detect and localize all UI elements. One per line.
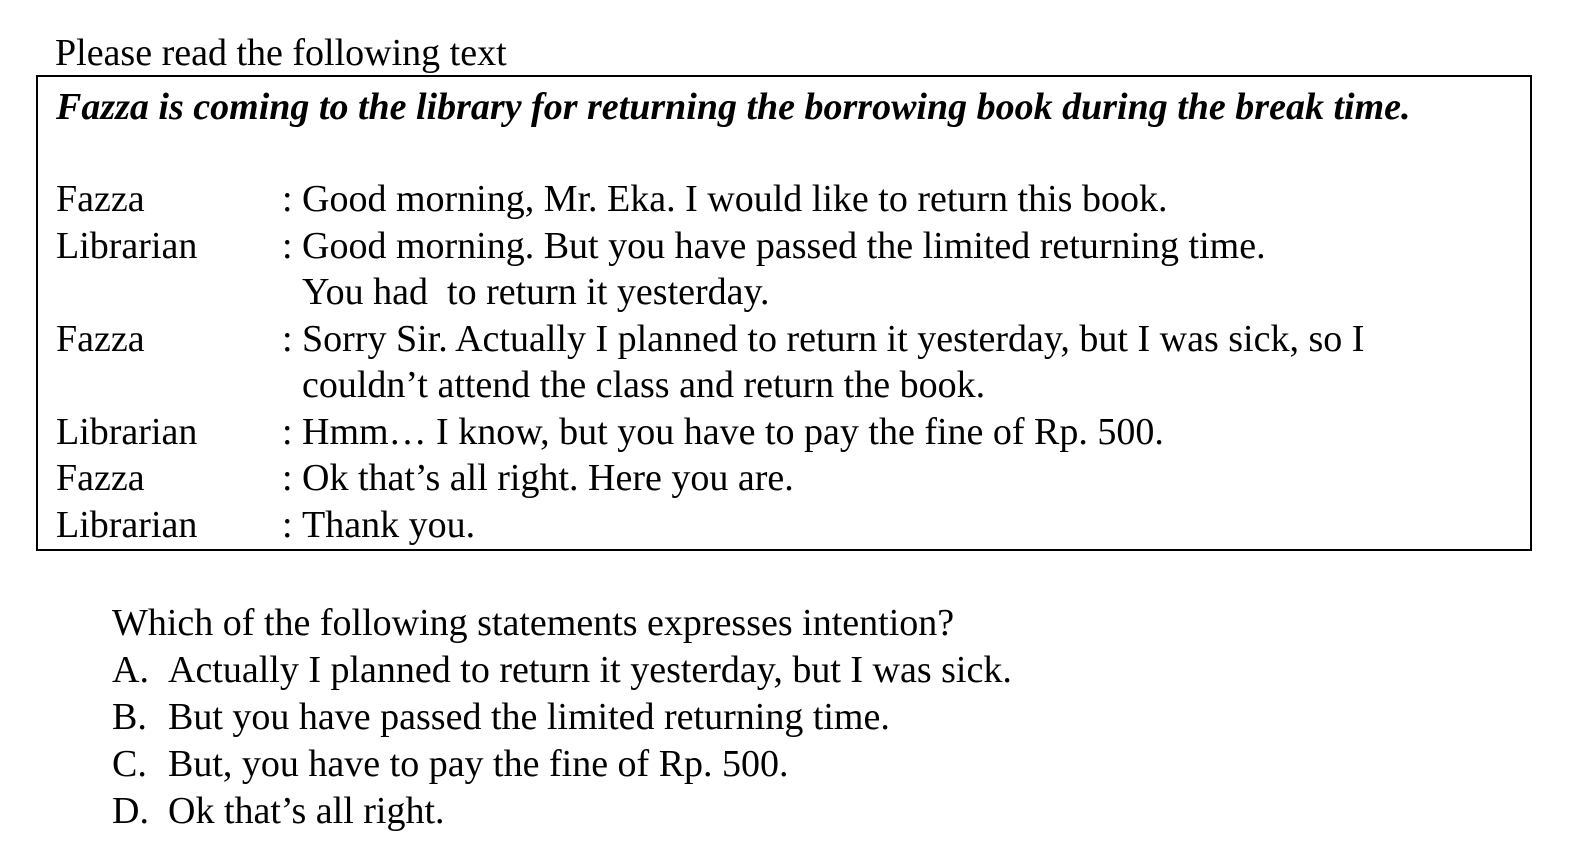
dialogue-turn	[56, 316, 1516, 409]
question-text: Which of the following statements expresses intention?	[112, 602, 955, 644]
speaker-separator: :	[282, 317, 293, 360]
dialogue-turn	[56, 176, 1516, 223]
option-text: Ok that’s all right.	[168, 790, 445, 832]
utterance	[302, 223, 1516, 316]
speaker-name: Fazza	[56, 457, 145, 499]
speaker-name: Fazza	[56, 178, 145, 220]
option-text: But you have passed the limited returning time.	[168, 696, 890, 738]
option-letter: C.	[112, 743, 147, 785]
dialogue	[56, 176, 1516, 548]
option-text: Actually I planned to return it yesterday, but I was sick.	[168, 649, 1012, 691]
question-block	[112, 600, 1012, 835]
speaker-separator: :	[282, 178, 293, 220]
answer-option-b[interactable]	[112, 694, 1012, 741]
option-text: But, you have to pay the fine of Rp. 500.	[168, 743, 789, 785]
utterance	[302, 455, 1516, 502]
utterance-line: Good morning, Mr. Eka. I would like to return this book.	[302, 178, 1168, 220]
speaker-name: Librarian	[56, 410, 198, 453]
speaker-separator: :	[282, 410, 293, 453]
utterance	[302, 316, 1516, 409]
answer-option-c[interactable]	[112, 741, 1012, 788]
passage-title: Fazza is coming to the library for returning the borrowing book during the break time.	[56, 86, 1411, 128]
speaker-name: Librarian	[56, 503, 198, 546]
utterance-line: You had to return it yesterday.	[302, 271, 770, 313]
answer-option-a[interactable]	[112, 647, 1012, 694]
dialogue-turn	[56, 223, 1516, 316]
dialogue-turn	[56, 409, 1516, 456]
utterance-line: couldn’t attend the class and return the book.	[302, 364, 986, 406]
utterance	[302, 176, 1516, 223]
speaker-name: Librarian	[56, 224, 198, 267]
speaker-separator: :	[282, 224, 293, 267]
answer-option-d[interactable]	[112, 788, 1012, 835]
instruction-text: Please read the following text	[55, 32, 507, 74]
option-letter: D.	[112, 790, 149, 832]
option-letter: A.	[112, 649, 149, 691]
utterance-line: Sorry Sir. Actually I planned to return it yesterday, but I was sick, so I	[302, 317, 1365, 360]
dialogue-turn	[56, 455, 1516, 502]
option-letter: B.	[112, 696, 147, 738]
utterance-line: Good morning. But you have passed the limited returning time.	[302, 224, 1266, 267]
utterance	[302, 409, 1516, 456]
speaker-separator: :	[282, 503, 293, 546]
utterance-line: Hmm… I know, but you have to pay the fine of Rp. 500.	[302, 410, 1164, 453]
utterance-line: Ok that’s all right. Here you are.	[302, 457, 794, 499]
speaker-separator: :	[282, 457, 293, 499]
dialogue-turn	[56, 502, 1516, 549]
utterance-line: Thank you.	[302, 503, 476, 546]
speaker-name: Fazza	[56, 317, 145, 360]
utterance	[302, 502, 1516, 549]
passage-box	[36, 75, 1532, 551]
